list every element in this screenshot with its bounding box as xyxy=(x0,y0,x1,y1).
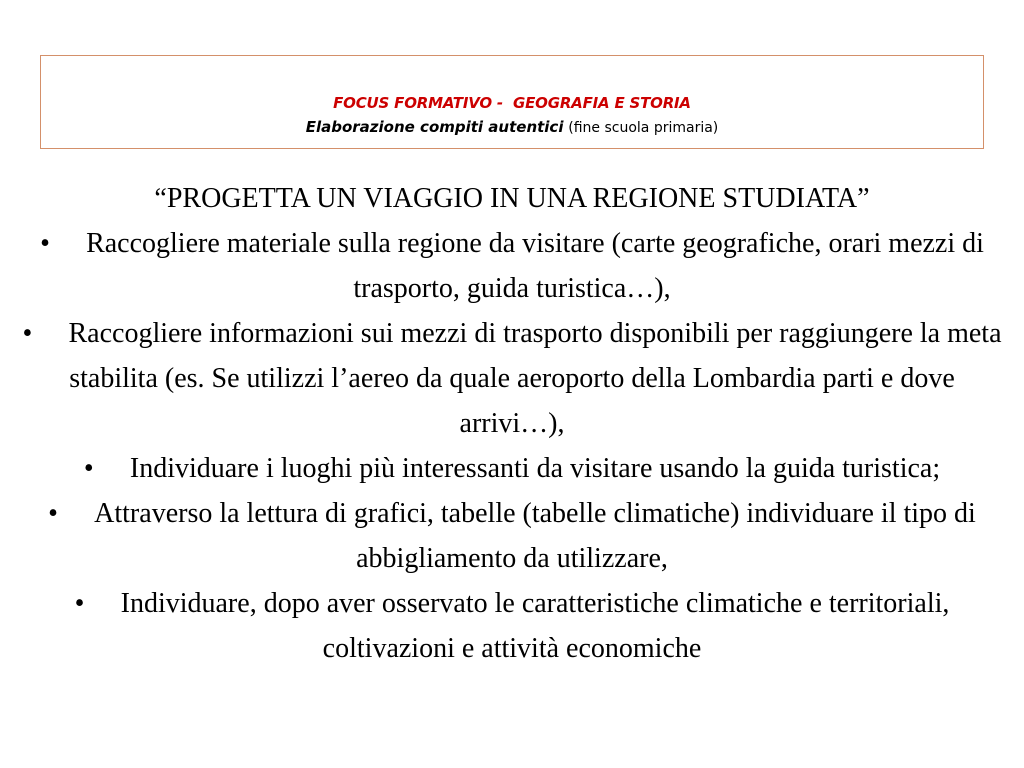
bullet-item-4 xyxy=(22,491,1002,581)
project-title: “PROGETTA UN VIAGGIO IN UNA REGIONE STUDIATA” xyxy=(154,183,870,214)
bullet-item-2 xyxy=(22,311,1002,446)
bullet-item-5 xyxy=(22,581,1002,671)
header-subtitle-light: (fine scuola primaria) xyxy=(568,120,719,136)
header-subtitle xyxy=(41,118,983,136)
bullet-text: Raccogliere materiale sulla regione da visitare (carte geografiche, orari mezzi di trasporto, guida turistica…), xyxy=(86,228,984,304)
bullet-icon: • xyxy=(40,228,50,259)
bullet-text: Individuare, dopo aver osservato le caratteristiche climatiche e territoriali, coltivazioni e attività economiche xyxy=(120,588,950,664)
bullet-icon: • xyxy=(83,453,94,484)
bullet-icon: • xyxy=(74,588,85,619)
bullet-icon: • xyxy=(48,498,58,529)
bullet-text: Individuare i luoghi più interessanti da visitare usando la guida turistica; xyxy=(129,453,941,484)
header-title: FOCUS FORMATIVO - GEOGRAFIA E STORIA xyxy=(333,94,691,112)
bullet-item-3 xyxy=(22,446,1002,491)
bullet-text: Raccogliere informazioni sui mezzi di trasporto disponibili per raggiungere la meta stabilita (es. Se utilizzi l’aereo da quale aeroporto della Lombardia parti e dove arrivi…), xyxy=(68,318,1002,439)
bullet-text: Attraverso la lettura di grafici, tabelle (tabelle climatiche) individuare il tipo di abbigliamento da utilizzare, xyxy=(94,498,976,574)
header-subtitle-strong: Elaborazione compiti autentici xyxy=(305,118,564,136)
header-box xyxy=(40,55,984,149)
bullet-icon: • xyxy=(22,318,33,349)
bullet-item-1 xyxy=(22,221,1002,311)
content-body xyxy=(22,176,1002,671)
